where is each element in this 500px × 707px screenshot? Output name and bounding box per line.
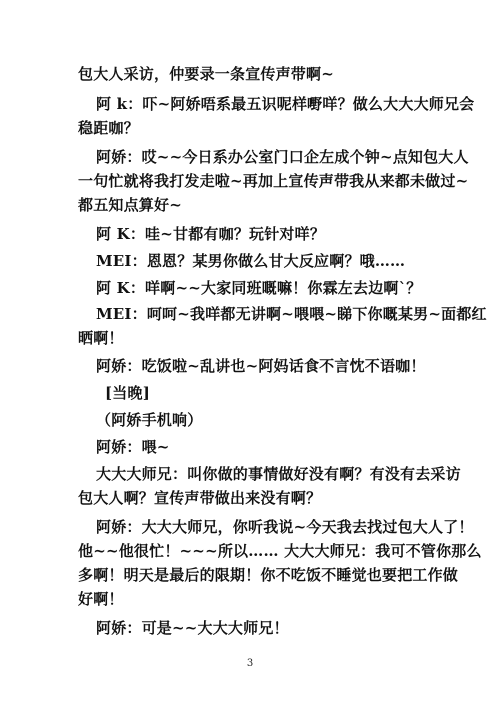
- text-line: 都五知点算好~: [78, 196, 182, 214]
- text-line: 阿娇：哎~~今日系办公室门口企左成个钟~点知包大人: [96, 148, 469, 166]
- text-line: 大大大师兄：叫你做的事情做好没有啊？有没有去采访: [96, 465, 461, 483]
- text-line: 稳距咖？: [78, 119, 139, 137]
- text-line: 包大人啊？宣传声带做出来没有啊？: [78, 489, 322, 507]
- page-number: 3: [246, 658, 254, 669]
- text-line: 包大人采访，仲要录一条宣传声带啊~: [78, 65, 334, 83]
- text-line: 好啊！: [78, 590, 124, 608]
- text-line: 阿娇：可是~~大大大师兄！: [96, 619, 289, 637]
- text-line: 多啊！明天是最后的限期！你不吃饭不睡觉也要把工作做: [78, 566, 459, 584]
- text-line: 晒啊！: [78, 329, 124, 347]
- text-line: 他~~他很忙！~~~所以…… 大大大师兄：我可不管你那么: [78, 542, 482, 560]
- text-line: 阿娇：吃饭啦~乱讲也~阿妈话食不言忱不语咖！: [96, 357, 426, 375]
- text-line: （阿娇手机响）: [96, 411, 203, 429]
- text-line: 阿 K：哇~甘都有咖？玩针对咩？: [96, 225, 326, 243]
- text-line: 阿 K：咩啊~~大家同班嘅嘛！你霖左去边啊`？: [96, 279, 422, 297]
- text-line: MEI：恩恩？某男你做么甘大反应啊？哦……: [96, 252, 406, 270]
- text-line: 一句忙就将我打发走啦~再加上宣传声带我从来都未做过~: [78, 172, 469, 190]
- text-line: [当晚]: [105, 384, 150, 402]
- text-line: 阿娇：大大大师兄，你听我说~今天我去找过包大人了！: [96, 518, 474, 536]
- text-line: 阿 k：吓~阿娇唔系最五识呢样嘢咩？做么大大大师兄会: [96, 95, 475, 113]
- text-line: 阿娇：喂~: [96, 438, 170, 456]
- text-line: MEI：呵呵~我咩都无讲啊~喂喂~睇下你嘅某男~面都红: [96, 305, 487, 323]
